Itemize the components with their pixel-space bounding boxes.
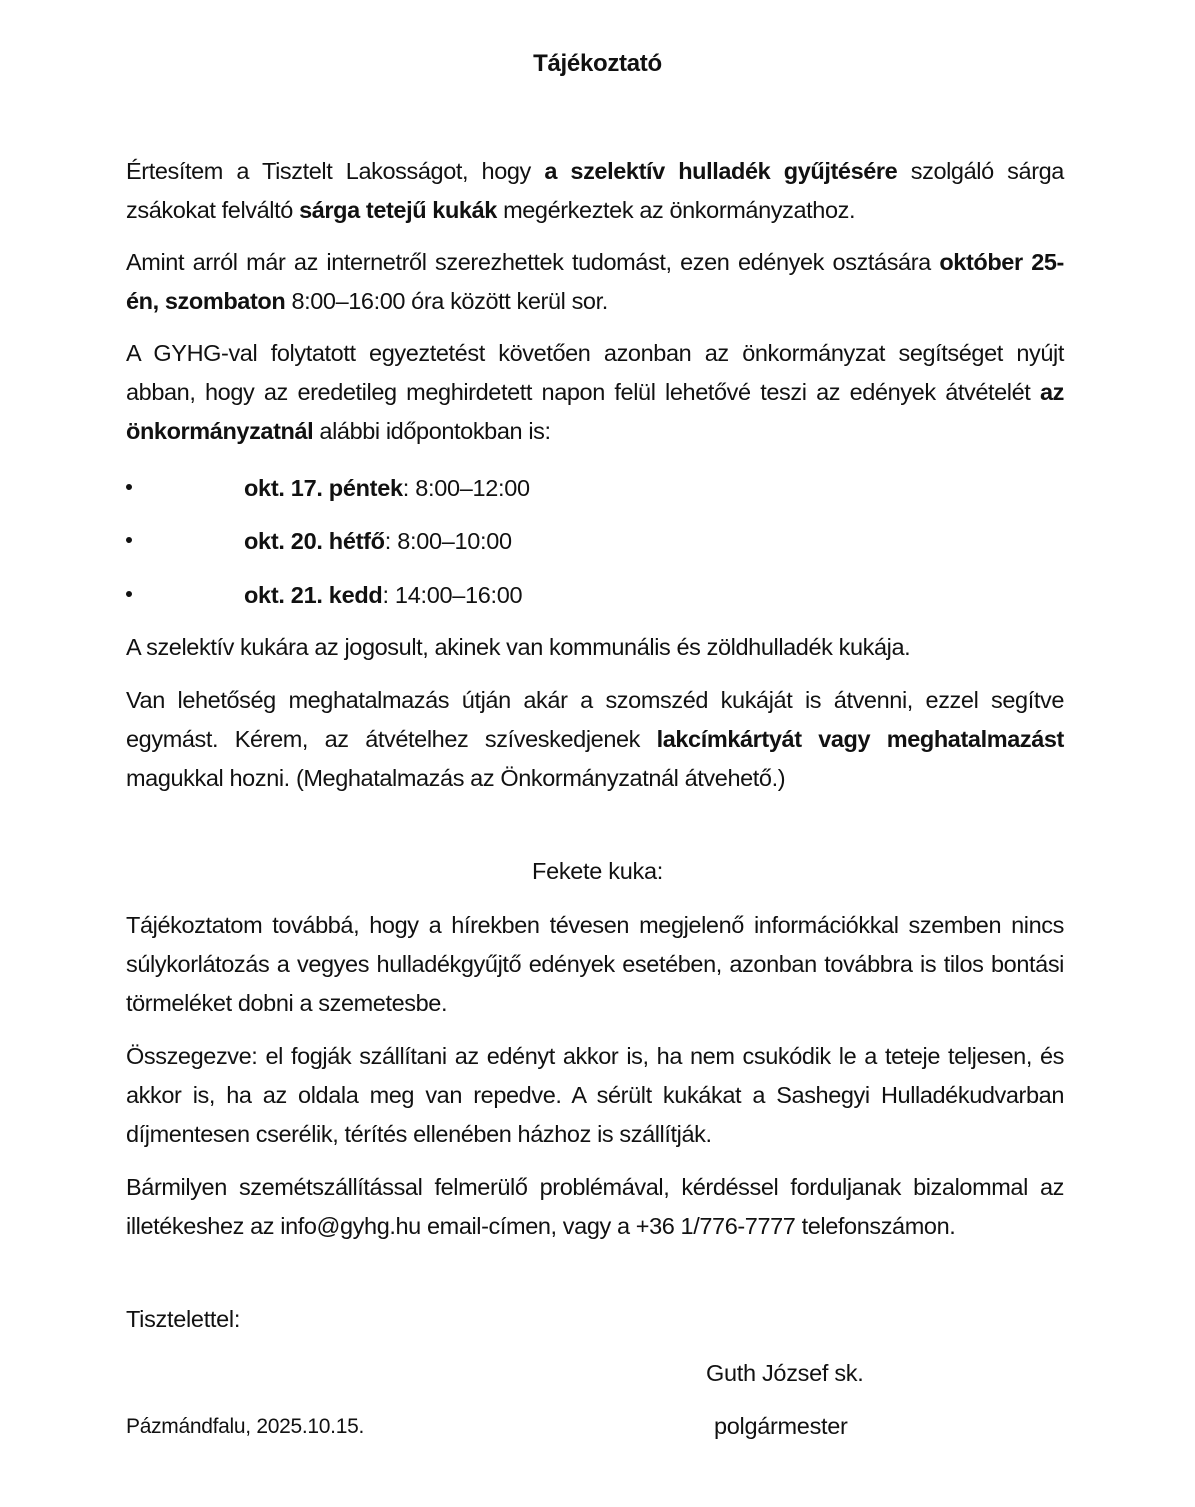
text-segment: A GYHG-val folytatott egyeztetést követően azonban az önkormányzat segítséget nyújt abban, hogy az eredetileg meghirdetett napon felül lehetővé teszi az edények átvételét [126, 340, 1064, 405]
paragraph-contact [126, 1168, 1064, 1246]
text-segment: szolgáló sárga zsákokat felváltó [126, 158, 1064, 223]
text-segment: Amint arról már az internetről szerezhettek tudomást, ezen edények osztására [126, 249, 940, 275]
text-segment: Bármilyen szemétszállítással felmerülő problémával, kérdéssel forduljanak bizalommal az illetékeshez az info@gyhg.hu email-címen, vagy a +36 1/776-7777 telefonszámon. [126, 1174, 1064, 1239]
text-segment: A szelektív kukára az jogosult, akinek van kommunális és zöldhulladék kukája. [126, 634, 911, 660]
schedule-time: : 8:00–10:00 [384, 528, 512, 554]
paragraph-authorization [126, 681, 1064, 798]
bullet-icon [126, 537, 132, 543]
section-heading-black-bin: Fekete kuka: [532, 858, 663, 884]
paragraph-eligibility [126, 628, 1064, 667]
eligibility-section [126, 628, 1064, 798]
paragraph-weight-limit [126, 906, 1064, 1023]
schedule-time: : 14:00–16:00 [382, 582, 523, 608]
bullet-icon [126, 591, 132, 597]
document-title: Tájékoztató [533, 50, 662, 77]
bullet-icon [126, 484, 132, 490]
text-segment: Tájékoztatom továbbá, hogy a hírekben tévesen megjelenő információkkal szemben nincs súlykorlátozás a vegyes hulladékgyűjtő edények esetében, azonban továbbra is tilos bontási törmeléket dobni a szemetesbe. [126, 912, 1064, 1016]
text-segment-bold: sárga tetejű kukák [299, 197, 497, 223]
schedule-item-text [244, 521, 512, 561]
signature-title: polgármester [714, 1413, 848, 1439]
closing-salutation: Tisztelettel: [126, 1306, 241, 1332]
text-segment: magukkal hozni. (Meghatalmazás az Önkormányzatnál átvehető.) [126, 765, 786, 791]
text-segment: Összegezve: el fogják szállítani az edényt akkor is, ha nem csukódik le a teteje teljesen, és akkor is, ha az oldala meg van repedve. A sérült kukákat a Sashegyi Hulladékudvarban díjmentesen cserélik, térítés ellenében házhoz is szállítják. [126, 1043, 1064, 1147]
schedule-item-text [244, 468, 530, 508]
text-segment-bold: október 25-én, szombaton [126, 249, 1064, 314]
schedule-day: okt. 21. kedd [244, 582, 383, 608]
paragraph-summary [126, 1037, 1064, 1154]
text-segment-bold: lakcímkártyát vagy meghatalmazást [656, 726, 1064, 752]
text-segment: 8:00–16:00 óra között kerül sor. [285, 288, 608, 314]
text-segment-bold: a szelektív hulladék gyűjtésére [544, 158, 898, 184]
schedule-item-text [244, 575, 522, 615]
paragraph-distribution-date [126, 243, 1064, 321]
schedule-day: okt. 17. péntek [244, 475, 403, 501]
text-segment-bold: az önkormányzatnál [126, 379, 1064, 444]
paragraph-additional-dates [126, 334, 1064, 451]
text-segment: Értesítem a Tisztelt Lakosságot, hogy [126, 158, 545, 184]
black-bin-section [126, 906, 1064, 1246]
schedule-day: okt. 20. hétfő [244, 528, 385, 554]
text-segment: alábbi időpontokban is: [313, 418, 551, 444]
place-date: Pázmándfalu, 2025.10.15. [126, 1415, 364, 1438]
signature-name: Guth József sk. [706, 1360, 864, 1386]
intro-section [126, 152, 1064, 451]
paragraph-announcement [126, 152, 1064, 230]
text-segment: Van lehetőség meghatalmazás útján akár a szomszéd kukáját is átvenni, ezzel segítve egymást. Kérem, az átvételhez szíveskedjenek [126, 687, 1064, 752]
schedule-time: : 8:00–12:00 [402, 475, 530, 501]
text-segment: megérkeztek az önkormányzathoz. [496, 197, 856, 223]
